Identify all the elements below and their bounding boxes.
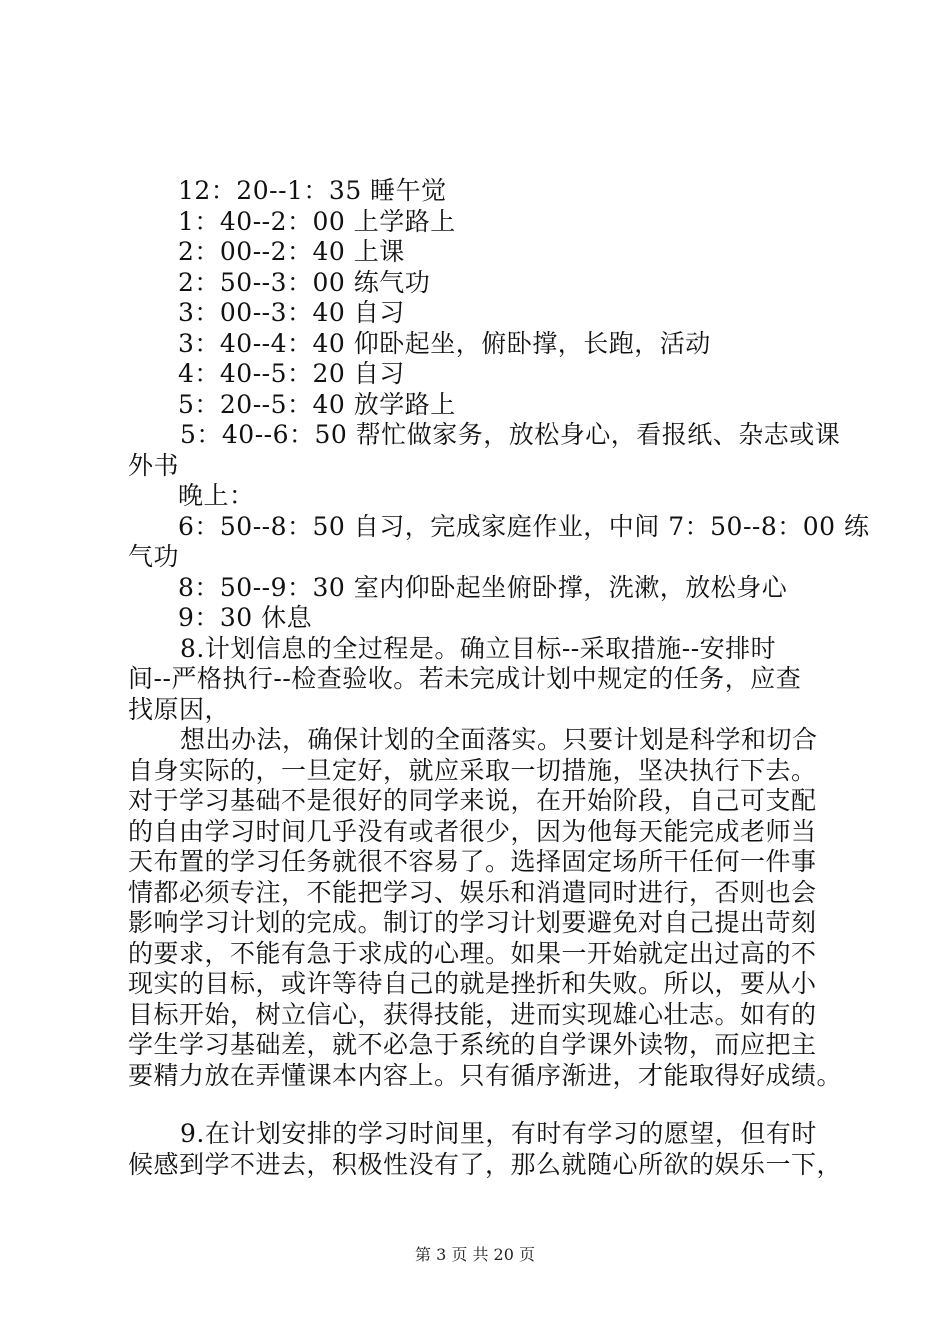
schedule-line: 2：50--3：00 练气功 <box>178 267 431 297</box>
schedule-line: 3：00--3：40 自习 <box>178 298 405 327</box>
method-paragraph-line: 想出办法，确保计划的全面落实。只要计划是科学和切合 <box>180 725 818 754</box>
schedule-line: 5：40--6：50 帮忙做家务，放松身心，看报纸、杂志或课 <box>180 420 841 449</box>
method-paragraph-line: 现实的目标，或许等待自己的就是挫折和失败。所以，要从小 <box>128 969 817 998</box>
schedule-line: 8：50--9：30 室内仰卧起坐俯卧撑，洗漱，放松身心 <box>178 572 788 602</box>
schedule-line: 4：40--5：20 自习 <box>178 359 405 388</box>
schedule-line: 2：00--2：40 上课 <box>178 237 405 266</box>
method-paragraph-line: 学生学习基础差，就不必急于系统的自学课外读物，而应把主 <box>128 1030 817 1059</box>
paragraph-9-line: 9.在计划安排的学习时间里，有时有学习的愿望，但有时 <box>180 1119 817 1148</box>
method-paragraph-line: 要精力放在弄懂课本内容上。只有循序渐进，才能取得好成绩。 <box>128 1060 843 1090</box>
schedule-line-continuation: 气功 <box>128 542 180 571</box>
evening-label: 晚上： <box>178 481 255 510</box>
schedule-line-continuation: 外书 <box>128 450 180 480</box>
schedule-line: 9：30 休息 <box>178 603 313 632</box>
method-paragraph-line: 自身实际的，一旦定好，就应采取一切措施，坚决执行下去。 <box>128 755 817 785</box>
paragraph-9-line: 候感到学不进去，积极性没有了，那么就随心所欲的娱乐一下， <box>128 1149 843 1179</box>
schedule-line: 1：40--2：00 上学路上 <box>178 206 456 236</box>
paragraph-8-line: 间--严格执行--检查验收。若未完成计划中规定的任务，应查 <box>128 664 802 693</box>
paragraph-8-line: 8.计划信息的全过程是。确立目标--采取措施--安排时 <box>180 633 777 663</box>
paragraph-8-line: 找原因， <box>128 694 231 724</box>
schedule-line: 12：20--1：35 睡午觉 <box>178 176 447 205</box>
method-paragraph-line: 的自由学习时间几乎没有或者很少，因为他每天能完成老师当 <box>128 816 817 846</box>
method-paragraph-line: 影响学习计划的完成。制订的学习计划要避免对自己提出苛刻 <box>128 908 817 937</box>
document-body <box>128 176 870 1180</box>
page-footer: 第 3 页 共 20 页 <box>415 1245 535 1264</box>
schedule-line: 5：20--5：40 放学路上 <box>178 389 456 419</box>
method-paragraph-line: 情都必须专注，不能把学习、娱乐和消遣同时进行，否则也会 <box>128 877 817 907</box>
method-paragraph-line: 天布置的学习任务就很不容易了。选择固定场所干任何一件事 <box>128 847 817 876</box>
schedule-line: 6：50--8：50 自习，完成家庭作业，中间 7：50--8：00 练 <box>178 511 870 541</box>
paragraph-gap <box>128 1091 840 1119</box>
method-paragraph-line: 目标开始，树立信心，获得技能，进而实现雄心壮志。如有的 <box>128 999 817 1029</box>
schedule-line: 3：40--4：40 仰卧起坐，俯卧撑，长跑，活动 <box>178 328 711 358</box>
method-paragraph-line: 对于学习基础不是很好的同学来说，在开始阶段，自己可支配 <box>128 786 817 815</box>
method-paragraph-line: 的要求，不能有急于求成的心理。如果一开始就定出过高的不 <box>128 938 817 968</box>
